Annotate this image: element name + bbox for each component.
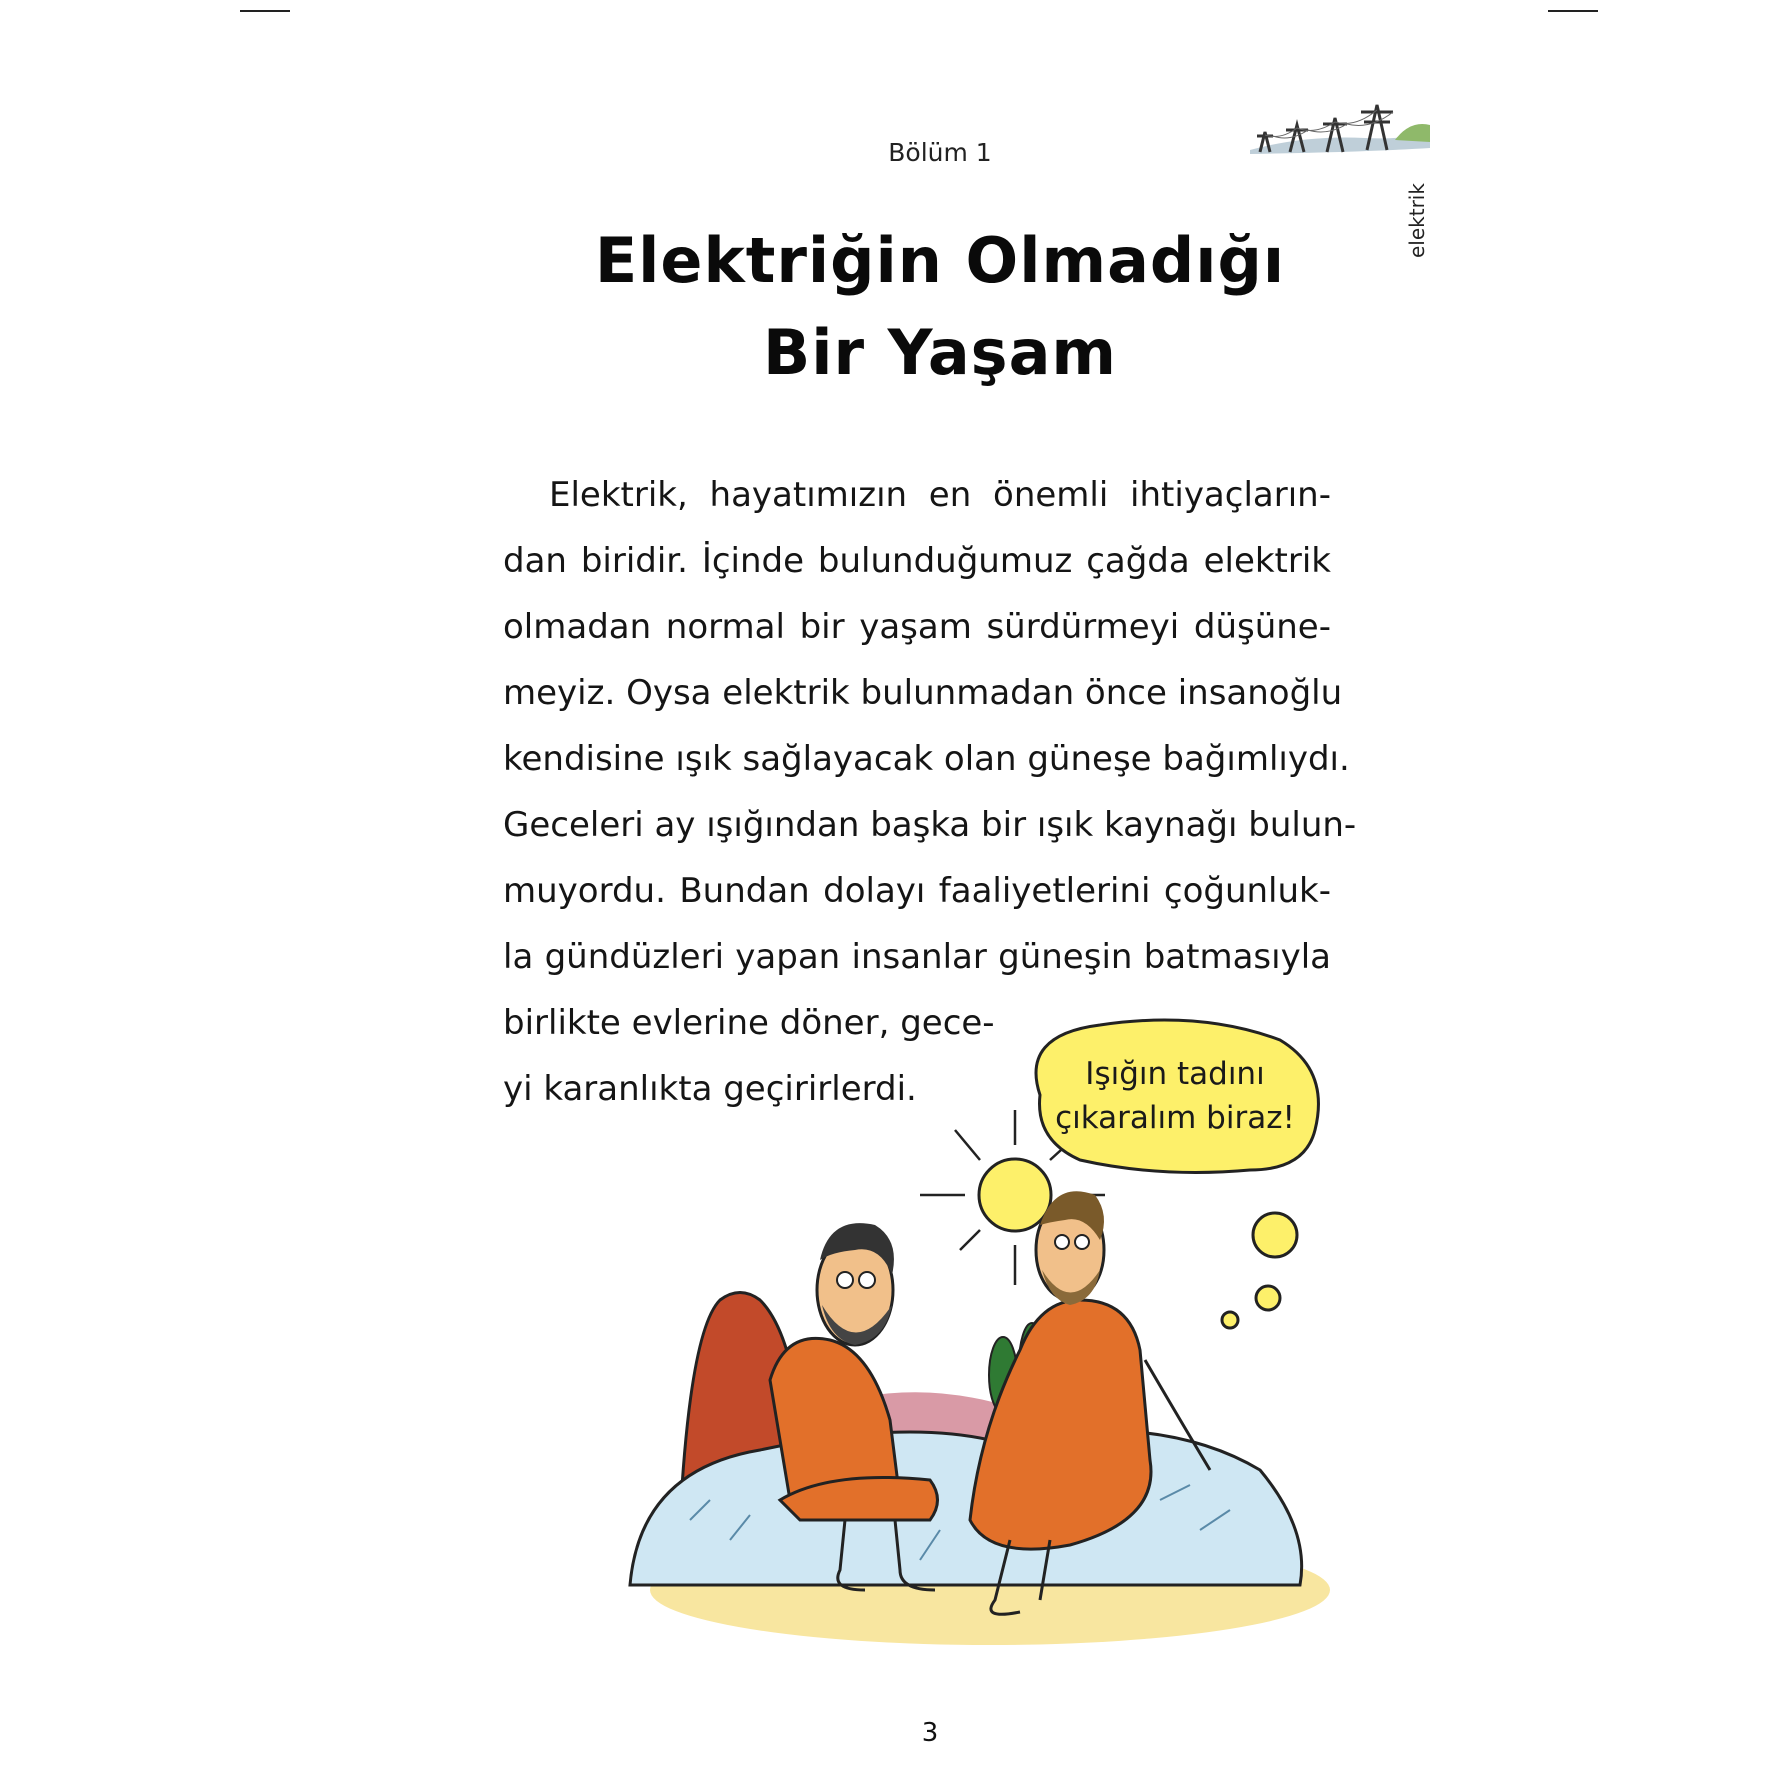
chapter-label: Bölüm 1 (888, 138, 992, 167)
power-lines-icon (1245, 80, 1435, 160)
thought-dot (1256, 1286, 1280, 1310)
body-line: olmadan normal bir yaşam sürdürmeyi düşüne- (503, 607, 1331, 647)
title-line-1: Elektriğin Olmadığı (594, 224, 1286, 297)
thought-dot (1222, 1312, 1238, 1328)
thought-dot (1253, 1213, 1297, 1257)
body-line: Elektrik, hayatımızın en önemli ihtiyaçların- (549, 475, 1331, 515)
body-line: dan biridir. İçinde bulunduğumuz çağda elektrik (503, 541, 1331, 581)
page-number: 3 (921, 1718, 939, 1748)
side-label: elektrik (1405, 183, 1429, 258)
body-line: Geceleri ay ışığından başka bir ışık kaynağı bulun- (503, 805, 1357, 845)
body-line: yi karanlıkta geçirirlerdi. (503, 1069, 917, 1109)
body-line: kendisine ışık sağlayacak olan güneşe bağımlıydı. (503, 739, 1350, 779)
speech-line-1: Işığın tadını (1085, 1056, 1265, 1092)
title-line-2: Bir Yaşam (762, 316, 1118, 389)
speech-bubble-text (1030, 1052, 1320, 1140)
speech-line-2: çıkaralım biraz! (1055, 1100, 1295, 1136)
body-line: muyordu. Bundan dolayı faaliyetlerini çoğunluk- (503, 871, 1331, 911)
page-title (560, 215, 1320, 399)
body-line: meyiz. Oysa elektrik bulunmadan önce insanoğlu (503, 673, 1343, 713)
crop-mark-right (1548, 10, 1598, 12)
body-line: birlikte evlerine döner, gece- (503, 1003, 995, 1043)
body-line: la gündüzleri yapan insanlar güneşin batmasıyla (503, 937, 1331, 977)
crop-mark-left (240, 10, 290, 12)
